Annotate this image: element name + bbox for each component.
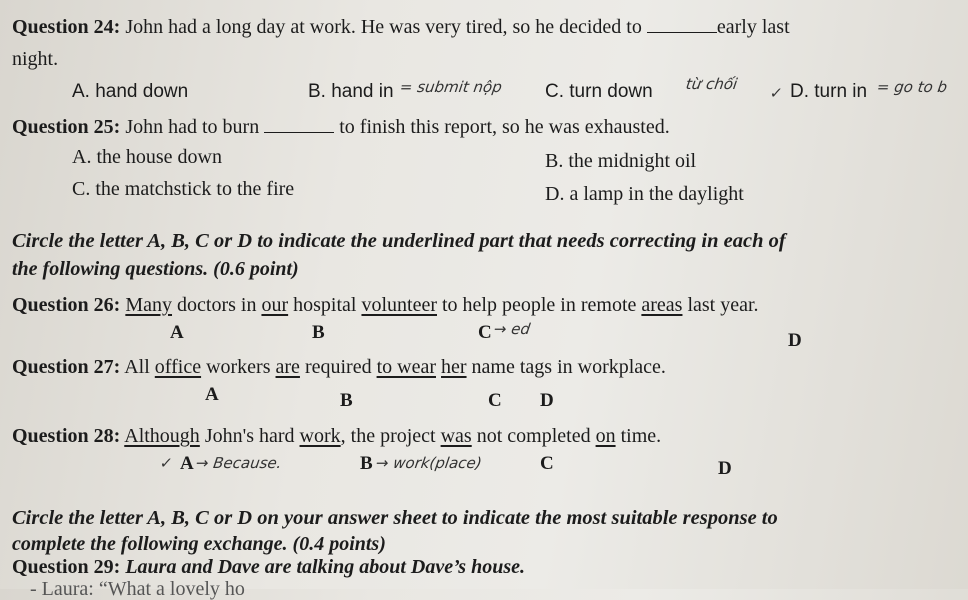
q26-label: Question 26: [12,294,121,316]
q28-sentence [12,425,661,447]
q27-text: name tags in workplace. [466,356,666,378]
q25-option-d[interactable]: D. a lamp in the daylight [545,183,744,205]
q29-stem [12,556,525,578]
q28-text: , the project [340,425,441,447]
q28-letter-a: A [180,453,194,474]
q28-underline-b[interactable]: work [299,425,341,447]
q24-option-d[interactable]: D. turn in [790,81,868,102]
q29-label: Question 29: [12,556,121,578]
q28-underline-d[interactable]: on [595,425,616,447]
q26-underline-d[interactable]: areas [641,294,683,316]
q28-text: time. [615,425,662,447]
q26-text: doctors in [172,294,262,316]
section1-instruction-line1: Circle the letter A, B, C or D to indicate the underlined part that needs correcting in each of [12,230,786,252]
q28-letter-d: D [718,458,732,479]
q28-underline-a[interactable]: Although [124,425,200,447]
q26-underline-c[interactable]: volunteer [361,294,437,316]
q27-letter-d: D [540,390,554,411]
q24-text-b: early last [716,16,790,38]
q26-text: hospital [288,294,362,316]
q26-underline-a[interactable]: Many [125,294,173,316]
q28-letter-b: B [360,453,373,474]
q26-letter-c: C [478,322,492,343]
q28-underline-c[interactable]: was [440,425,472,447]
q25-option-c[interactable]: C. the matchstick to the fire [72,178,295,200]
section1-instruction-line2: the following questions. (0.6 point) [12,258,299,280]
q27-sentence [12,356,666,378]
q26-letter-a: A [170,322,184,343]
q27-letter-a: A [205,384,219,405]
q25-text-b: to finish this report, so he was exhausted. [334,116,670,138]
q25-blank [264,116,334,133]
q26-letter-b: B [312,322,325,343]
q24-option-c[interactable]: C. turn down [545,81,653,102]
q27-letter-c: C [488,390,502,411]
q28-label: Question 28: [12,425,121,447]
section2-instruction-line1: Circle the letter A, B, C or D on your answer sheet to indicate the most suitable response to [12,507,778,529]
q26-sentence [12,294,759,316]
q28-text: not completed [471,425,596,447]
q26-text: to help people in remote [437,294,642,316]
q24-handwritten-note-c: từ chối [684,75,739,93]
q28-check-icon: ✓ [158,454,174,472]
q24-handwritten-note-b: = submit nộp [398,78,504,96]
q25-option-b[interactable]: B. the midnight oil [545,150,697,172]
q26-text: last year. [682,294,759,316]
q28-handwritten-note-a: → Because. [194,454,283,472]
q27-underline-a[interactable]: office [154,356,202,378]
q27-text: required [299,356,377,378]
q24-blank [647,16,717,33]
section2-instruction-line2: complete the following exchange. (0.4 points) [12,533,386,555]
q29-dialogue-line: - Laura: “What a lovely ho [30,578,245,600]
q27-underline-b[interactable]: are [275,356,300,378]
q27-label: Question 27: [12,356,121,378]
q25-option-a[interactable]: A. the house down [72,146,222,168]
q24-stem-cont: night. [12,48,59,70]
q27-text: workers [201,356,276,378]
q29-text: Laura and Dave are talking about Dave’s house. [120,556,525,578]
q24-handwritten-note-d: = go to b [875,78,949,96]
q25-stem [12,116,670,138]
q24-check-icon: ✓ [768,84,784,102]
q27-underline-d[interactable]: her [441,356,467,378]
q28-letter-c: C [540,453,554,474]
q24-option-a[interactable]: A. hand down [72,81,189,102]
q25-label: Question 25: [12,116,121,138]
q28-handwritten-note-b: → work(place) [374,454,483,472]
q26-handwritten-note-c: → ed [492,320,532,338]
q24-option-b[interactable]: B. hand in [308,81,394,102]
q24-text-a: John had a long day at work. He was very tired, so he decided to [120,16,647,38]
q26-underline-b[interactable]: our [261,294,289,316]
q27-text: All [120,356,155,378]
q26-letter-d: D [788,330,802,351]
q24-label: Question 24: [12,16,121,38]
q25-text-a: John had to burn [120,116,265,138]
q27-underline-c[interactable]: to wear [376,356,436,378]
q24-stem [12,16,790,38]
q27-letter-b: B [340,390,353,411]
q28-text: John's hard [199,425,300,447]
